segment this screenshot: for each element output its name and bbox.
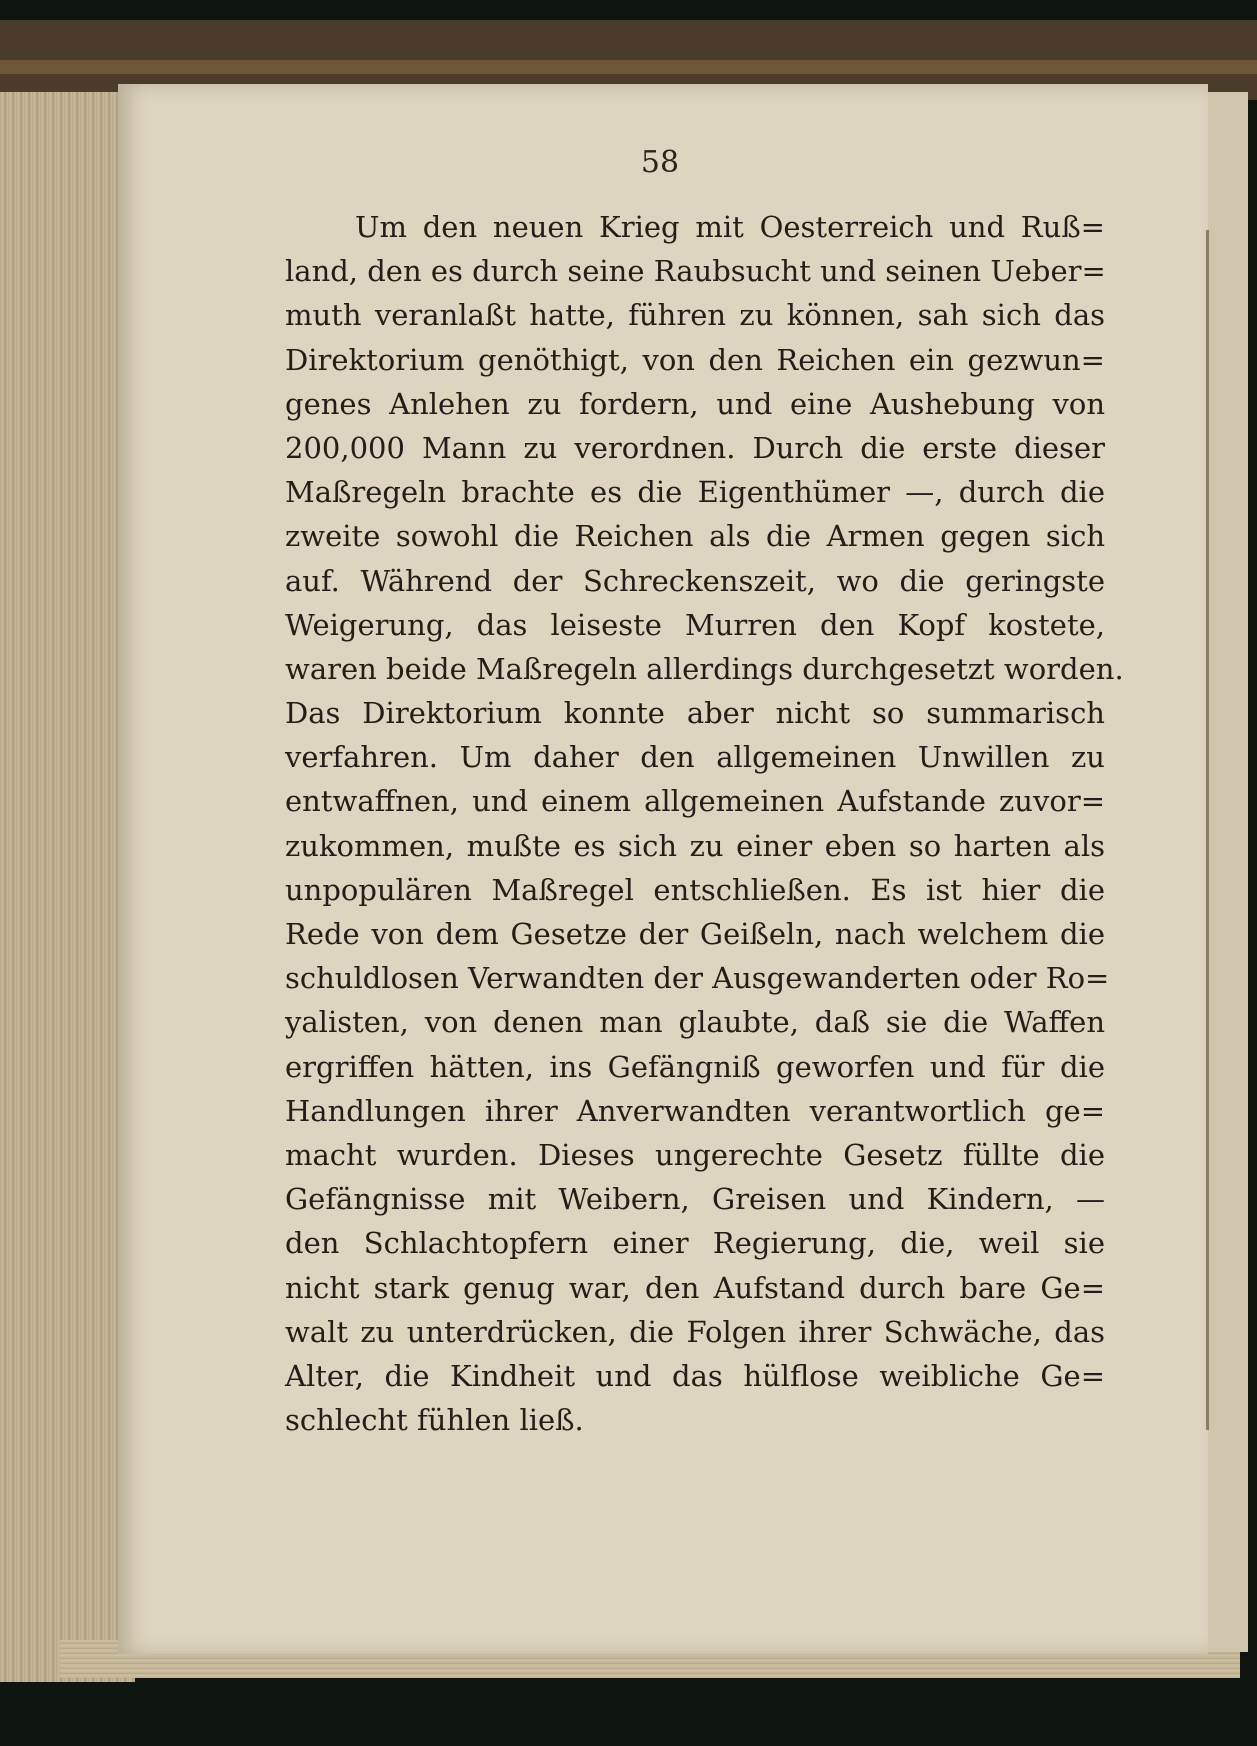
text-line: zukommen, mußte es sich zu einer eben so harten als: [285, 828, 1105, 863]
text-line: Weigerung, das leiseste Murren den Kopf kostete,: [285, 607, 1105, 642]
text-line: Gefängnisse mit Weibern, Greisen und Kindern, —: [285, 1182, 1105, 1217]
text-line: unpopulären Maßregel entschließen. Es ist hier die: [285, 872, 1105, 907]
text-line: yalisten, von denen man glaubte, daß sie die Waffen: [285, 1005, 1105, 1040]
page-number: 58: [640, 145, 680, 180]
book-cover-edge: [0, 60, 1257, 74]
text-line: den Schlachtopfern einer Regierung, die, weil sie: [285, 1226, 1105, 1261]
text-line: entwaffnen, und einem allgemeinen Aufstande zuvor=: [285, 784, 1105, 819]
text-line: Um den neuen Krieg mit Oesterreich und Ruß=: [355, 210, 1105, 244]
page-gutter-line: [1206, 230, 1209, 1430]
text-line: muth veranlaßt hatte, führen zu können, sah sich das: [285, 298, 1105, 333]
text-line: land, den es durch seine Raubsucht und seinen Ueber=: [285, 254, 1106, 289]
text-line: Maßregeln brachte es die Eigenthümer —, durch die: [285, 475, 1105, 510]
text-line: ergriffen hätten, ins Gefängniß geworfen und für die: [285, 1049, 1105, 1084]
text-line: Das Direktorium konnte aber nicht so summarisch: [285, 696, 1105, 731]
text-line: Direktorium genöthigt, von den Reichen ein gezwun=: [285, 342, 1105, 377]
text-line: zweite sowohl die Reichen als die Armen gegen sich: [285, 519, 1105, 554]
text-line: 200,000 Mann zu verordnen. Durch die erste dieser: [285, 430, 1105, 465]
text-line: Rede von dem Gesetze der Geißeln, nach welchem die: [285, 917, 1105, 951]
text-line: nicht stark genug war, den Aufstand durch bare Ge=: [285, 1270, 1105, 1305]
text-line: auf. Während der Schreckenszeit, wo die geringste: [285, 563, 1105, 598]
body-text: [285, 205, 1124, 1442]
text-line: waren beide Maßregeln allerdings durchgesetzt worden.: [285, 651, 1124, 686]
text-line: Alter, die Kindheit und das hülflose weibliche Ge=: [285, 1358, 1105, 1393]
text-line: macht wurden. Dieses ungerechte Gesetz füllte die: [285, 1137, 1105, 1172]
facing-page-edge: [1208, 92, 1248, 1652]
text-line: walt zu unterdrücken, die Folgen ihrer Schwäche, das: [285, 1314, 1105, 1349]
text-line: Handlungen ihrer Anverwandten verantwortlich ge=: [285, 1093, 1105, 1128]
text-line: schlecht fühlen ließ.: [285, 1403, 584, 1438]
text-line: schuldlosen Verwandten der Ausgewanderten oder Ro=: [285, 961, 1110, 996]
text-line: genes Anlehen zu fordern, und eine Aushebung von: [285, 386, 1105, 421]
page-stack-left: [0, 92, 135, 1682]
text-line: verfahren. Um daher den allgemeinen Unwillen zu: [285, 740, 1105, 775]
